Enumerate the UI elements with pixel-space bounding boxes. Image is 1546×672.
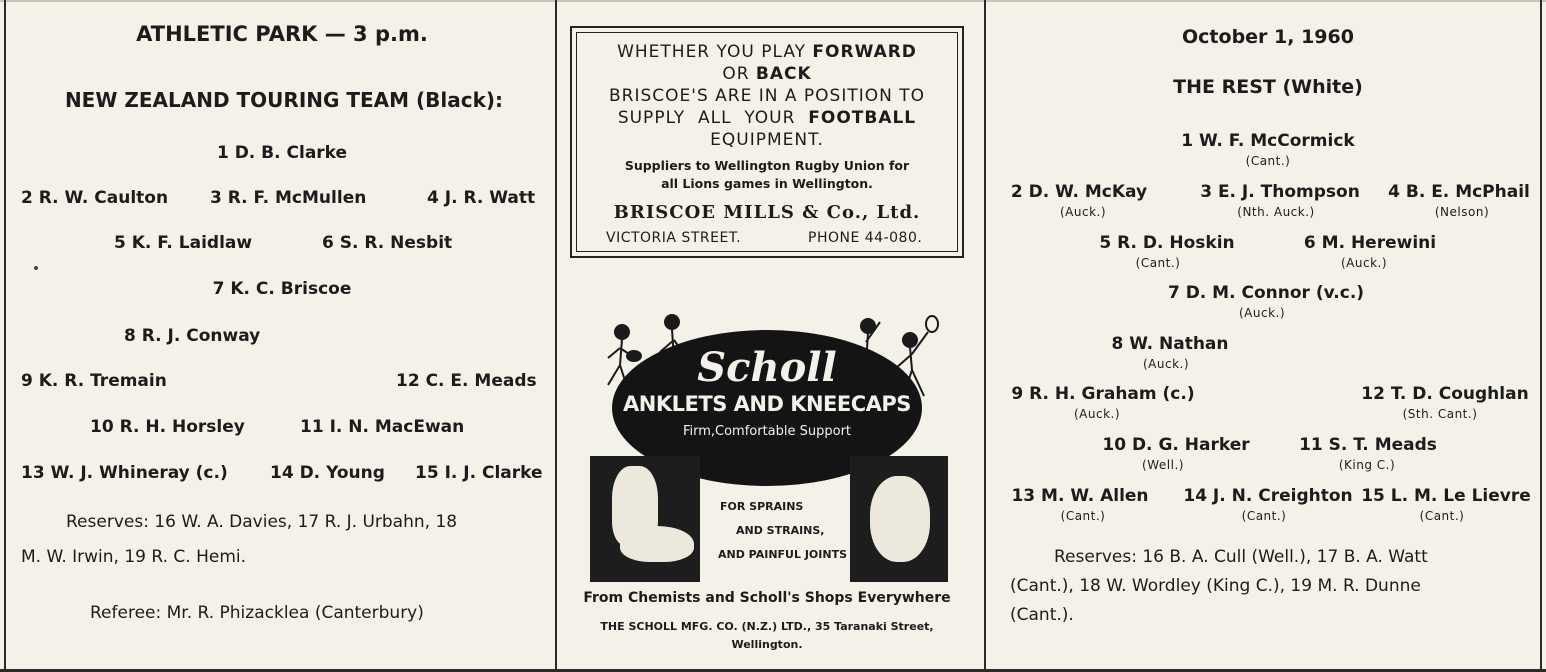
rest-player-11-club: (King C.) bbox=[1338, 458, 1396, 472]
briscoe-football: FOOTBALL bbox=[808, 108, 917, 128]
rest-player-5-club: (Cant.) bbox=[1135, 256, 1181, 270]
left-fold-line bbox=[555, 0, 557, 672]
nz-player-9: 9 K. R. Tremain bbox=[21, 371, 167, 391]
rest-player-12: 12 T. D. Coughlan bbox=[1361, 384, 1529, 404]
rest-player-4: 4 B. E. McPhail bbox=[1388, 182, 1530, 202]
rest-player-3-club: (Nth. Auck.) bbox=[1237, 205, 1315, 219]
rest-player-8-club: (Auck.) bbox=[1142, 357, 1190, 371]
nz-player-14: 14 D. Young bbox=[270, 463, 385, 483]
rest-player-13-club: (Cant.) bbox=[1060, 509, 1106, 523]
nz-player-15: 15 I. J. Clarke bbox=[415, 463, 543, 483]
rest-team-title: THE REST (White) bbox=[1173, 76, 1363, 98]
nz-player-10: 10 R. H. Horsley bbox=[90, 417, 245, 437]
rest-player-4-club: (Nelson) bbox=[1434, 205, 1490, 219]
nz-player-7: 7 K. C. Briscoe bbox=[212, 279, 352, 299]
rest-player-12-club: (Sth. Cant.) bbox=[1402, 407, 1478, 421]
knee-bandage-image bbox=[850, 456, 948, 582]
nz-player-5: 5 K. F. Laidlaw bbox=[114, 233, 253, 253]
rest-player-1-club: (Cant.) bbox=[1245, 154, 1291, 168]
briscoe-line-1-text: WHETHER YOU PLAY bbox=[617, 42, 813, 62]
rest-player-1: 1 W. F. McCormick bbox=[1181, 131, 1355, 151]
left-border bbox=[4, 0, 6, 672]
match-date: October 1, 1960 bbox=[1182, 26, 1354, 48]
rest-player-2-club: (Auck.) bbox=[1059, 205, 1107, 219]
scholl-tagline: Firm,Comfortable Support bbox=[682, 424, 852, 439]
nz-player-1: 1 D. B. Clarke bbox=[216, 143, 348, 163]
scholl-painful-joints: AND PAINFUL JOINTS bbox=[718, 548, 847, 561]
nz-reserves-line-1: Reserves: 16 W. A. Davies, 17 R. J. Urbahn, 18 bbox=[66, 512, 458, 532]
scholl-and-strains: AND STRAINS, bbox=[736, 524, 825, 537]
rest-player-6: 6 M. Herewini bbox=[1303, 233, 1437, 253]
rest-player-10-club: (Well.) bbox=[1142, 458, 1184, 472]
briscoe-line-3: BRISCOE'S ARE IN A POSITION TO bbox=[609, 86, 925, 106]
nz-player-8: 8 R. J. Conway bbox=[124, 326, 261, 346]
rest-player-15: 15 L. M. Le Lievre bbox=[1361, 486, 1531, 506]
briscoe-advert bbox=[570, 26, 964, 258]
nz-player-11: 11 I. N. MacEwan bbox=[300, 417, 465, 437]
rest-player-8: 8 W. Nathan bbox=[1111, 334, 1229, 354]
rest-player-13: 13 M. W. Allen bbox=[1011, 486, 1149, 506]
briscoe-line-7: all Lions games in Wellington. bbox=[661, 176, 873, 191]
rest-reserves-line-3: (Cant.). bbox=[1010, 605, 1074, 625]
rest-player-6-club: (Auck.) bbox=[1340, 256, 1388, 270]
referee-line: Referee: Mr. R. Phizacklea (Canterbury) bbox=[90, 603, 424, 623]
briscoe-line-2-text: OR bbox=[722, 64, 756, 84]
briscoe-line-4-text: SUPPLY ALL YOUR bbox=[617, 108, 809, 128]
rest-player-5: 5 R. D. Hoskin bbox=[1099, 233, 1235, 253]
briscoe-company: BRISCOE MILLS & Co., Ltd. bbox=[613, 202, 921, 223]
briscoe-line-5: EQUIPMENT. bbox=[710, 130, 824, 150]
right-border bbox=[1540, 0, 1542, 672]
nz-player-3: 3 R. F. McMullen bbox=[210, 188, 367, 208]
briscoe-line-4 bbox=[572, 108, 962, 128]
venue-header: ATHLETIC PARK — 3 p.m. bbox=[136, 22, 428, 46]
rest-player-7-club: (Auck.) bbox=[1238, 306, 1286, 320]
rest-player-14: 14 J. N. Creighton bbox=[1183, 486, 1353, 506]
nz-player-4: 4 J. R. Watt bbox=[427, 188, 536, 208]
rest-player-2: 2 D. W. McKay bbox=[1010, 182, 1148, 202]
rest-player-9: 9 R. H. Graham (c.) bbox=[1011, 384, 1195, 404]
scholl-product: ANKLETS AND KNEECAPS bbox=[623, 392, 911, 416]
scholl-brand: Scholl bbox=[697, 344, 837, 391]
rest-player-14-club: (Cant.) bbox=[1241, 509, 1287, 523]
top-edge bbox=[0, 0, 1546, 2]
rest-player-7: 7 D. M. Connor (v.c.) bbox=[1167, 283, 1365, 303]
rest-player-9-club: (Auck.) bbox=[1073, 407, 1121, 421]
scholl-city: Wellington. bbox=[731, 638, 803, 651]
scholl-advert bbox=[570, 300, 964, 664]
briscoe-line-1 bbox=[572, 42, 962, 62]
nz-player-12: 12 C. E. Meads bbox=[396, 371, 537, 391]
rest-player-11: 11 S. T. Meads bbox=[1299, 435, 1437, 455]
rest-player-15-club: (Cant.) bbox=[1419, 509, 1465, 523]
briscoe-phone: PHONE 44-080. bbox=[808, 230, 923, 246]
knee-shape bbox=[870, 476, 930, 562]
briscoe-back: BACK bbox=[755, 64, 812, 84]
briscoe-line-6: Suppliers to Wellington Rugby Union for bbox=[624, 158, 910, 173]
ink-dot bbox=[34, 266, 38, 270]
scholl-for-sprains: FOR SPRAINS bbox=[720, 500, 804, 513]
briscoe-forward: FORWARD bbox=[812, 42, 917, 62]
ankle-bandage-image bbox=[590, 456, 700, 582]
nz-player-2: 2 R. W. Caulton bbox=[21, 188, 169, 208]
rest-reserves-line-2: (Cant.), 18 W. Wordley (King C.), 19 M. R. Dunne bbox=[1010, 576, 1421, 596]
briscoe-street: VICTORIA STREET. bbox=[606, 230, 742, 246]
briscoe-line-2 bbox=[572, 64, 962, 84]
right-fold-line bbox=[984, 0, 986, 672]
scholl-from-chemists: From Chemists and Scholl's Shops Everywhere bbox=[583, 590, 951, 606]
scholl-maker: THE SCHOLL MFG. CO. (N.Z.) LTD., 35 Taranaki Street, bbox=[600, 620, 934, 633]
nz-reserves-line-2: M. W. Irwin, 19 R. C. Hemi. bbox=[21, 547, 247, 567]
nz-player-6: 6 S. R. Nesbit bbox=[322, 233, 453, 253]
rest-reserves-line-1: Reserves: 16 B. A. Cull (Well.), 17 B. A. Watt bbox=[1054, 547, 1428, 567]
nz-player-13: 13 W. J. Whineray (c.) bbox=[21, 463, 228, 483]
nz-team-title: NEW ZEALAND TOURING TEAM (Black): bbox=[64, 88, 504, 112]
rest-player-10: 10 D. G. Harker bbox=[1102, 435, 1250, 455]
rest-player-3: 3 E. J. Thompson bbox=[1200, 182, 1360, 202]
foot-shape bbox=[620, 526, 694, 562]
